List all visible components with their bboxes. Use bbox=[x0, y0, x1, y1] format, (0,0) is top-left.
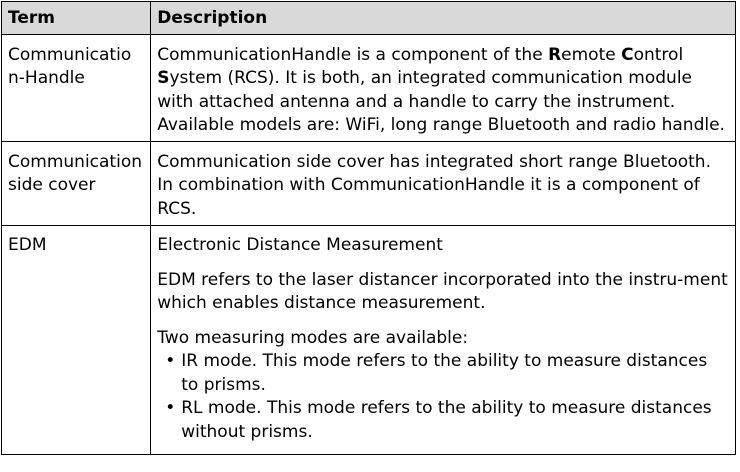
table-row bbox=[2, 34, 736, 141]
acronym-letter: R bbox=[548, 44, 562, 65]
description-paragraph: EDM refers to the laser distancer incorporated into the instru-ment which enables distance measurement. bbox=[157, 269, 728, 313]
modes-block bbox=[157, 327, 729, 445]
description-paragraph bbox=[157, 44, 729, 138]
list-item bbox=[157, 350, 729, 397]
text-fragment: ystem (RCS). It is both, an integrated communication module with attached antenna and a handle to carry the instrument. Available models are: WiFi, long range Bluetooth and radio handle. bbox=[157, 68, 725, 135]
text-fragment: ontrol bbox=[633, 44, 684, 65]
description-cell bbox=[151, 141, 736, 226]
term-text: Communication side cover bbox=[8, 151, 142, 195]
glossary-table bbox=[1, 1, 736, 455]
bullet-icon: • bbox=[165, 398, 176, 418]
header-term: Term bbox=[2, 2, 151, 35]
text-fragment: emote bbox=[561, 44, 622, 65]
term-text: EDM bbox=[8, 235, 47, 255]
bullet-list bbox=[157, 350, 729, 444]
list-item bbox=[157, 397, 729, 444]
text-fragment: CommunicationHandle is a component of the bbox=[157, 44, 549, 65]
description-cell bbox=[151, 226, 736, 455]
term-text: Communication-Handle bbox=[8, 44, 132, 88]
acronym-letter: S bbox=[157, 68, 170, 88]
modes-intro: Two measuring modes are available: bbox=[157, 327, 469, 348]
header-description: Description bbox=[151, 2, 736, 35]
list-item-text: RL mode. This mode refers to the ability to measure distances without prisms. bbox=[181, 398, 712, 442]
description-paragraph: Communication side cover has integrated short range Bluetooth. In combination with CommunicationHandle it is a component of RCS. bbox=[157, 151, 711, 219]
list-item-text: IR mode. This mode refers to the ability to measure distances to prisms. bbox=[181, 351, 708, 395]
table-header-row bbox=[2, 2, 736, 35]
bullet-icon: • bbox=[165, 351, 176, 371]
description-cell bbox=[151, 34, 736, 141]
term-cell bbox=[2, 34, 151, 141]
term-cell bbox=[2, 226, 151, 455]
acronym-letter: C bbox=[621, 44, 634, 65]
table-row bbox=[2, 141, 736, 226]
term-cell bbox=[2, 141, 151, 226]
table-row bbox=[2, 226, 736, 455]
description-paragraph: Electronic Distance Measurement bbox=[157, 235, 443, 255]
